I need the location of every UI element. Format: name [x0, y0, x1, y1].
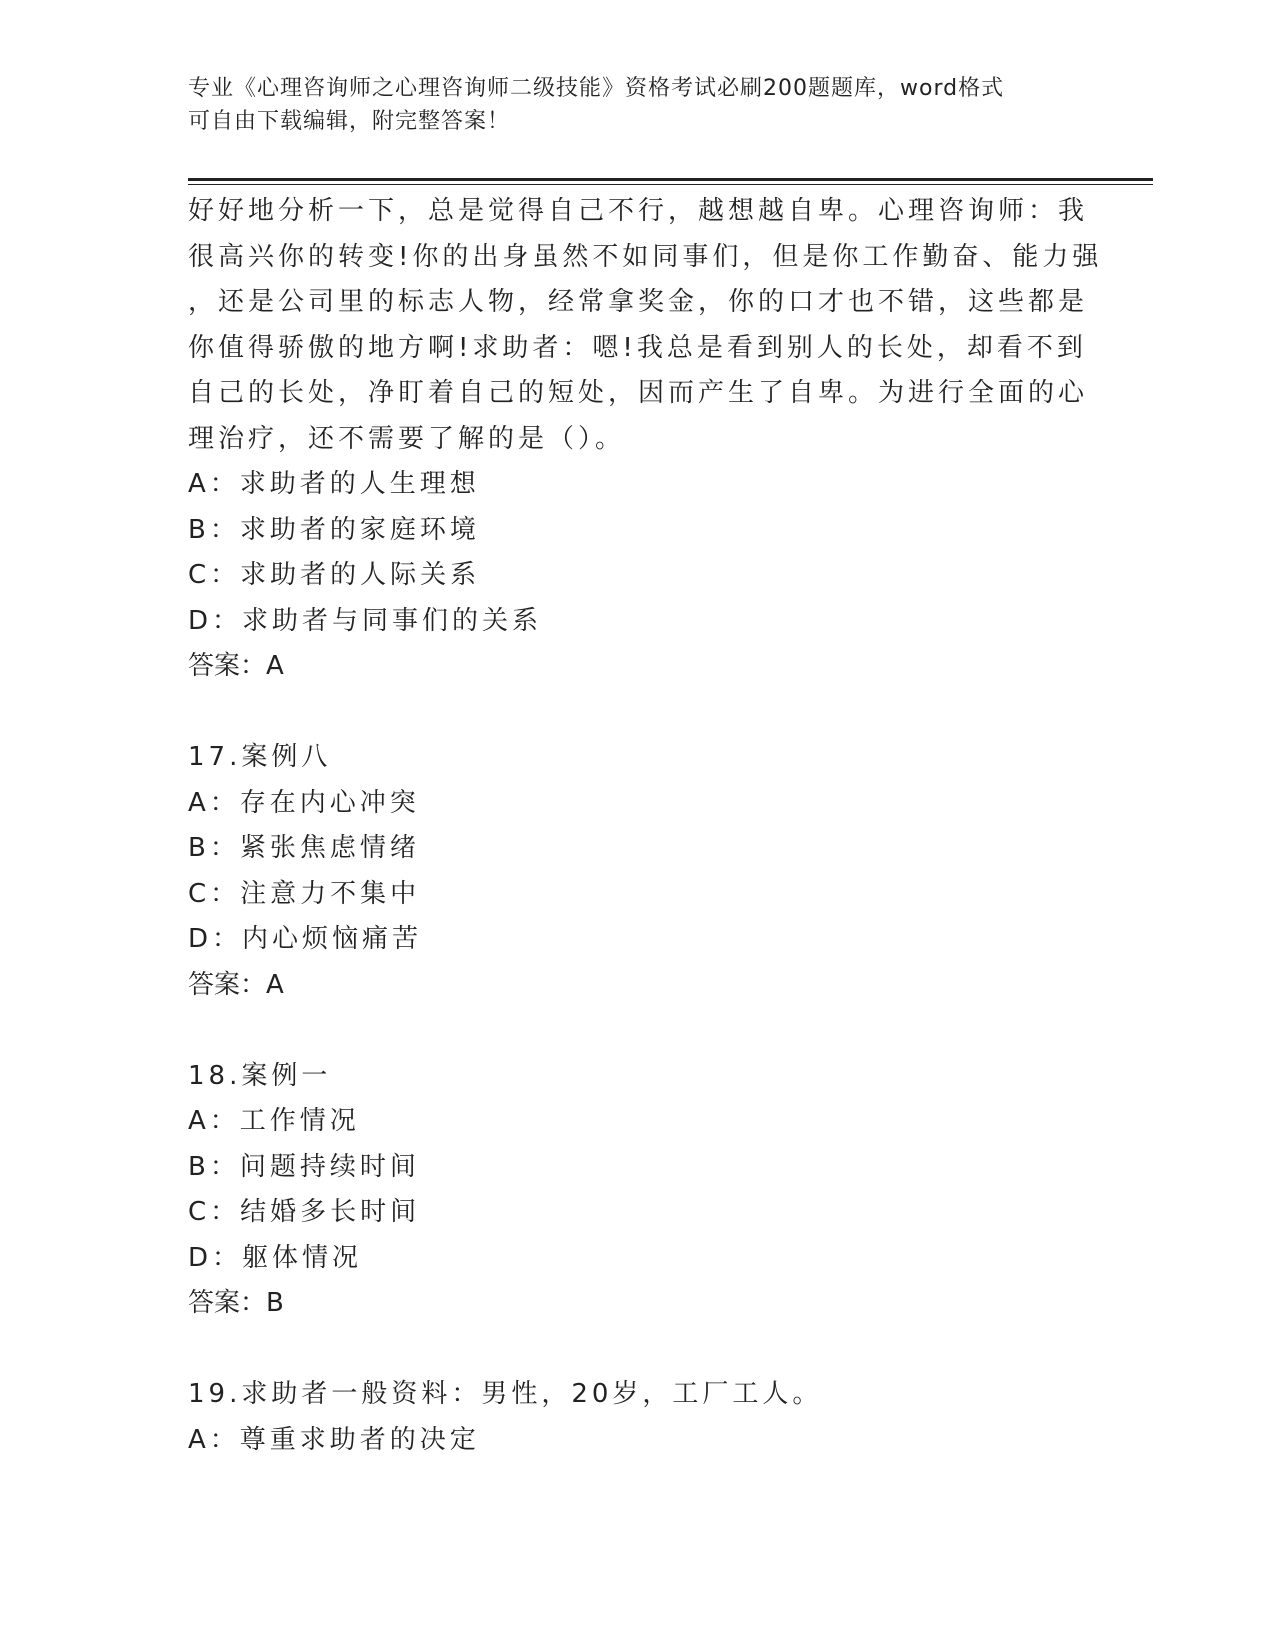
option-a: A：求助者的人生理想	[188, 469, 480, 499]
option-b: B：求助者的家庭环境	[188, 514, 480, 545]
option-d: D：内心烦恼痛苦	[188, 924, 423, 954]
question-text-line: 理治疗，还不需要了解的是（）。	[188, 423, 626, 454]
spacer	[188, 1327, 1088, 1373]
option-c: C：注意力不集中	[188, 878, 421, 909]
question-17	[188, 735, 1088, 1008]
option-b: B：紧张焦虑情绪	[188, 833, 420, 863]
option-a: A：存在内心冲突	[188, 787, 420, 818]
answer-line: 答案：A	[188, 969, 284, 1000]
question-title: 17.案例八	[188, 742, 332, 772]
question-19	[188, 1372, 1088, 1463]
question-16	[188, 189, 1103, 690]
option-a: A：尊重求助者的决定	[188, 1424, 480, 1455]
spacer	[188, 1008, 1088, 1054]
header-title-line-2: 可自由下载编辑，附完整答案！	[188, 109, 511, 134]
question-text-line: 好好地分析一下，总是觉得自己不行，越想越自卑。心理咨询师：我	[188, 196, 1089, 226]
option-d: D：求助者与同事们的关系	[188, 605, 543, 636]
question-text-line: ，还是公司里的标志人物，经常拿奖金，你的口才也不错，这些都是	[188, 287, 1089, 317]
header-title-line-1: 专业《心理咨询师之心理咨询师二级技能》资格考试必刷200题题库，word格式	[188, 76, 1005, 101]
option-c: C：求助者的人际关系	[188, 560, 481, 590]
question-text-line: 很高兴你的转变!你的出身虽然不如同事们，但是你工作勤奋、能力强	[188, 241, 1103, 272]
question-title: 18.案例一	[188, 1060, 332, 1091]
question-text-line: 自己的长处，净盯着自己的短处，因而产生了自卑。为进行全面的心	[188, 378, 1089, 408]
question-18	[188, 1054, 1088, 1327]
question-title: 19.求助者一般资料：男性，20岁，工厂工人。	[188, 1379, 823, 1409]
document-header	[188, 72, 1088, 138]
answer-line: 答案：A	[188, 651, 284, 681]
question-content	[188, 189, 1103, 1463]
option-b: B：问题持续时间	[188, 1151, 420, 1182]
option-d: D：躯体情况	[188, 1242, 363, 1273]
question-text-line: 你值得骄傲的地方啊!求助者：嗯!我总是看到别人的长处，却看不到	[188, 332, 1087, 363]
option-c: C：结婚多长时间	[188, 1197, 421, 1227]
option-a: A：工作情况	[188, 1106, 360, 1136]
header-divider-thick	[188, 178, 1153, 181]
header-divider-thin	[188, 184, 1153, 185]
spacer	[188, 690, 1088, 736]
answer-line: 答案：B	[188, 1288, 284, 1318]
